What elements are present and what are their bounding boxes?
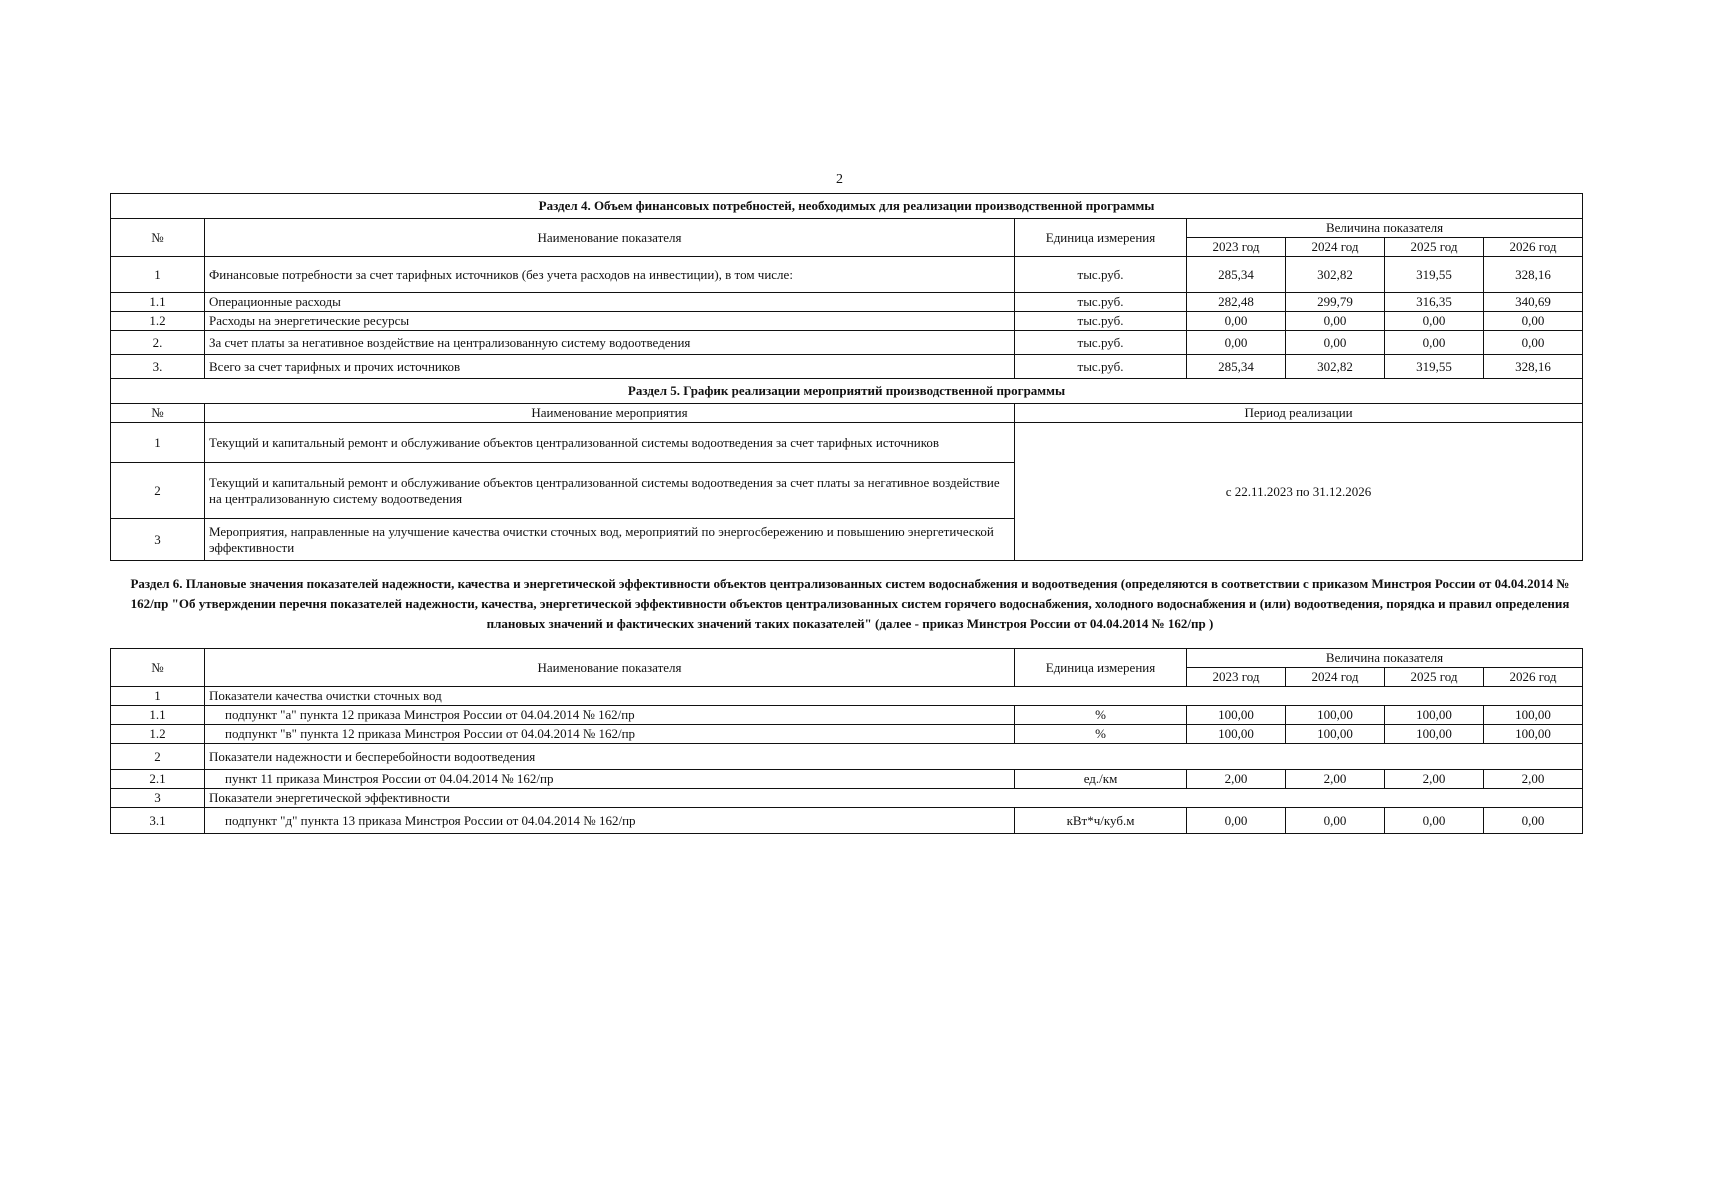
col-name-header: Наименование мероприятия	[205, 404, 1015, 423]
page-number: 2	[836, 172, 843, 187]
row-value: 302,82	[1286, 257, 1385, 293]
row-value: 100,00	[1187, 706, 1286, 725]
table-row	[111, 312, 1583, 331]
row-value: 0,00	[1187, 312, 1286, 331]
row-value: 328,16	[1484, 355, 1583, 379]
row-unit: %	[1015, 706, 1187, 725]
row-no: 1.1	[111, 293, 205, 312]
row-value: 2,00	[1385, 770, 1484, 789]
row-unit: кВт*ч/куб.м	[1015, 808, 1187, 834]
row-value: 0,00	[1286, 808, 1385, 834]
section4-table-wrap	[110, 193, 1582, 561]
row-unit: ед./км	[1015, 770, 1187, 789]
row-value: 0,00	[1484, 808, 1583, 834]
row-unit: тыс.руб.	[1015, 355, 1187, 379]
row-value: 0,00	[1286, 331, 1385, 355]
row-name: Текущий и капитальный ремонт и обслуживание объектов централизованной системы водоотведения за счет платы за негативное воздействие на централизованную систему водоотведения	[205, 463, 1015, 519]
table-row	[111, 808, 1583, 834]
year-header: 2026 год	[1484, 668, 1583, 687]
row-value: 2,00	[1286, 770, 1385, 789]
year-header: 2024 год	[1286, 238, 1385, 257]
row-no: 1	[111, 687, 205, 706]
row-name: подпункт "а" пункта 12 приказа Минстроя России от 04.04.2014 № 162/пр	[205, 706, 1015, 725]
col-name-header: Наименование показателя	[205, 649, 1015, 687]
row-value: 0,00	[1187, 808, 1286, 834]
row-unit: тыс.руб.	[1015, 257, 1187, 293]
row-unit: тыс.руб.	[1015, 312, 1187, 331]
row-name: Всего за счет тарифных и прочих источников	[205, 355, 1015, 379]
row-value: 0,00	[1385, 808, 1484, 834]
row-no: 2.1	[111, 770, 205, 789]
table-row	[111, 331, 1583, 355]
row-no: 3.	[111, 355, 205, 379]
row-name: подпункт "в" пункта 12 приказа Минстроя России от 04.04.2014 № 162/пр	[205, 725, 1015, 744]
section6-table	[110, 648, 1583, 834]
row-value: 0,00	[1187, 331, 1286, 355]
row-no: 1.2	[111, 312, 205, 331]
row-name: Текущий и капитальный ремонт и обслуживание объектов централизованной системы водоотведения за счет тарифных источников	[205, 423, 1015, 463]
table-row	[111, 687, 1583, 706]
row-name: Финансовые потребности за счет тарифных источников (без учета расходов на инвестиции), в том числе:	[205, 257, 1015, 293]
year-header: 2023 год	[1187, 238, 1286, 257]
row-value: 0,00	[1286, 312, 1385, 331]
year-header: 2024 год	[1286, 668, 1385, 687]
row-value: 0,00	[1484, 331, 1583, 355]
row-no: 1.2	[111, 725, 205, 744]
row-no: 3	[111, 789, 205, 808]
row-value: 100,00	[1286, 706, 1385, 725]
row-value: 0,00	[1385, 331, 1484, 355]
row-name: пункт 11 приказа Минстроя России от 04.04.2014 № 162/пр	[205, 770, 1015, 789]
table-row	[111, 257, 1583, 293]
col-no-header: №	[111, 404, 205, 423]
row-value: 100,00	[1385, 706, 1484, 725]
table-row	[111, 744, 1583, 770]
table-row	[111, 355, 1583, 379]
row-no: 1	[111, 423, 205, 463]
row-value: 302,82	[1286, 355, 1385, 379]
col-value-header: Величина показателя	[1187, 219, 1583, 238]
row-value: 299,79	[1286, 293, 1385, 312]
year-header: 2025 год	[1385, 668, 1484, 687]
section4-title: Раздел 4. Объем финансовых потребностей, необходимых для реализации производственной программы	[111, 194, 1583, 219]
row-no: 2	[111, 463, 205, 519]
section6-table-wrap	[110, 648, 1582, 834]
row-value: 100,00	[1187, 725, 1286, 744]
row-name: Показатели надежности и бесперебойности водоотведения	[205, 744, 1583, 770]
row-no: 2.	[111, 331, 205, 355]
col-unit-header: Единица измерения	[1015, 649, 1187, 687]
year-header: 2025 год	[1385, 238, 1484, 257]
row-value: 328,16	[1484, 257, 1583, 293]
table-row	[111, 293, 1583, 312]
table-row	[111, 770, 1583, 789]
row-no: 1	[111, 257, 205, 293]
row-value: 100,00	[1286, 725, 1385, 744]
row-unit: тыс.руб.	[1015, 293, 1187, 312]
row-value: 100,00	[1484, 706, 1583, 725]
col-value-header: Величина показателя	[1187, 649, 1583, 668]
row-value: 319,55	[1385, 257, 1484, 293]
row-value: 2,00	[1187, 770, 1286, 789]
section6-title: Раздел 6. Плановые значения показателей надежности, качества и энергетической эффективности объектов централизованных систем водоснабжения и водоотведения (определяются в соответствии с приказом Минстроя России от 04.04.2014 № 162/пр "Об утверждении перечня показателей надежности, качества, энергетической эффективности объектов централизованных систем горячего водоснабжения, холодного водоснабжения и (или) водоотведения, порядка и правил определения плановых значений и фактических значений таких показателей" (далее - приказ Минстроя России от 04.04.2014 № 162/пр )	[130, 576, 1570, 631]
table-row	[111, 725, 1583, 744]
table-row	[111, 789, 1583, 808]
row-name: За счет платы за негативное воздействие на централизованную систему водоотведения	[205, 331, 1015, 355]
table-row	[111, 706, 1583, 725]
row-name: Показатели качества очистки сточных вод	[205, 687, 1583, 706]
row-unit: тыс.руб.	[1015, 331, 1187, 355]
row-no: 1.1	[111, 706, 205, 725]
row-value: 285,34	[1187, 355, 1286, 379]
row-name: Операционные расходы	[205, 293, 1015, 312]
year-header: 2023 год	[1187, 668, 1286, 687]
row-value: 2,00	[1484, 770, 1583, 789]
row-no: 2	[111, 744, 205, 770]
table-row	[111, 423, 1583, 463]
col-period-header: Период реализации	[1015, 404, 1583, 423]
row-value: 100,00	[1484, 725, 1583, 744]
year-header: 2026 год	[1484, 238, 1583, 257]
row-name: Расходы на энергетические ресурсы	[205, 312, 1015, 331]
col-no-header: №	[111, 219, 205, 257]
row-value: 316,35	[1385, 293, 1484, 312]
section4-table	[110, 193, 1583, 561]
row-name: Мероприятия, направленные на улучшение качества очистки сточных вод, мероприятий по энергосбережению и повышению энергетической эффективности	[205, 519, 1015, 561]
row-no: 3	[111, 519, 205, 561]
period-cell: с 22.11.2023 по 31.12.2026	[1015, 423, 1583, 561]
row-name: подпункт "д" пункта 13 приказа Минстроя России от 04.04.2014 № 162/пр	[205, 808, 1015, 834]
row-value: 340,69	[1484, 293, 1583, 312]
row-no: 3.1	[111, 808, 205, 834]
row-value: 0,00	[1484, 312, 1583, 331]
col-name-header: Наименование показателя	[205, 219, 1015, 257]
row-unit: %	[1015, 725, 1187, 744]
row-value: 319,55	[1385, 355, 1484, 379]
row-value: 285,34	[1187, 257, 1286, 293]
col-no-header: №	[111, 649, 205, 687]
row-value: 282,48	[1187, 293, 1286, 312]
row-name: Показатели энергетической эффективности	[205, 789, 1583, 808]
col-unit-header: Единица измерения	[1015, 219, 1187, 257]
section5-title: Раздел 5. График реализации мероприятий производственной программы	[111, 379, 1583, 404]
row-value: 100,00	[1385, 725, 1484, 744]
row-value: 0,00	[1385, 312, 1484, 331]
